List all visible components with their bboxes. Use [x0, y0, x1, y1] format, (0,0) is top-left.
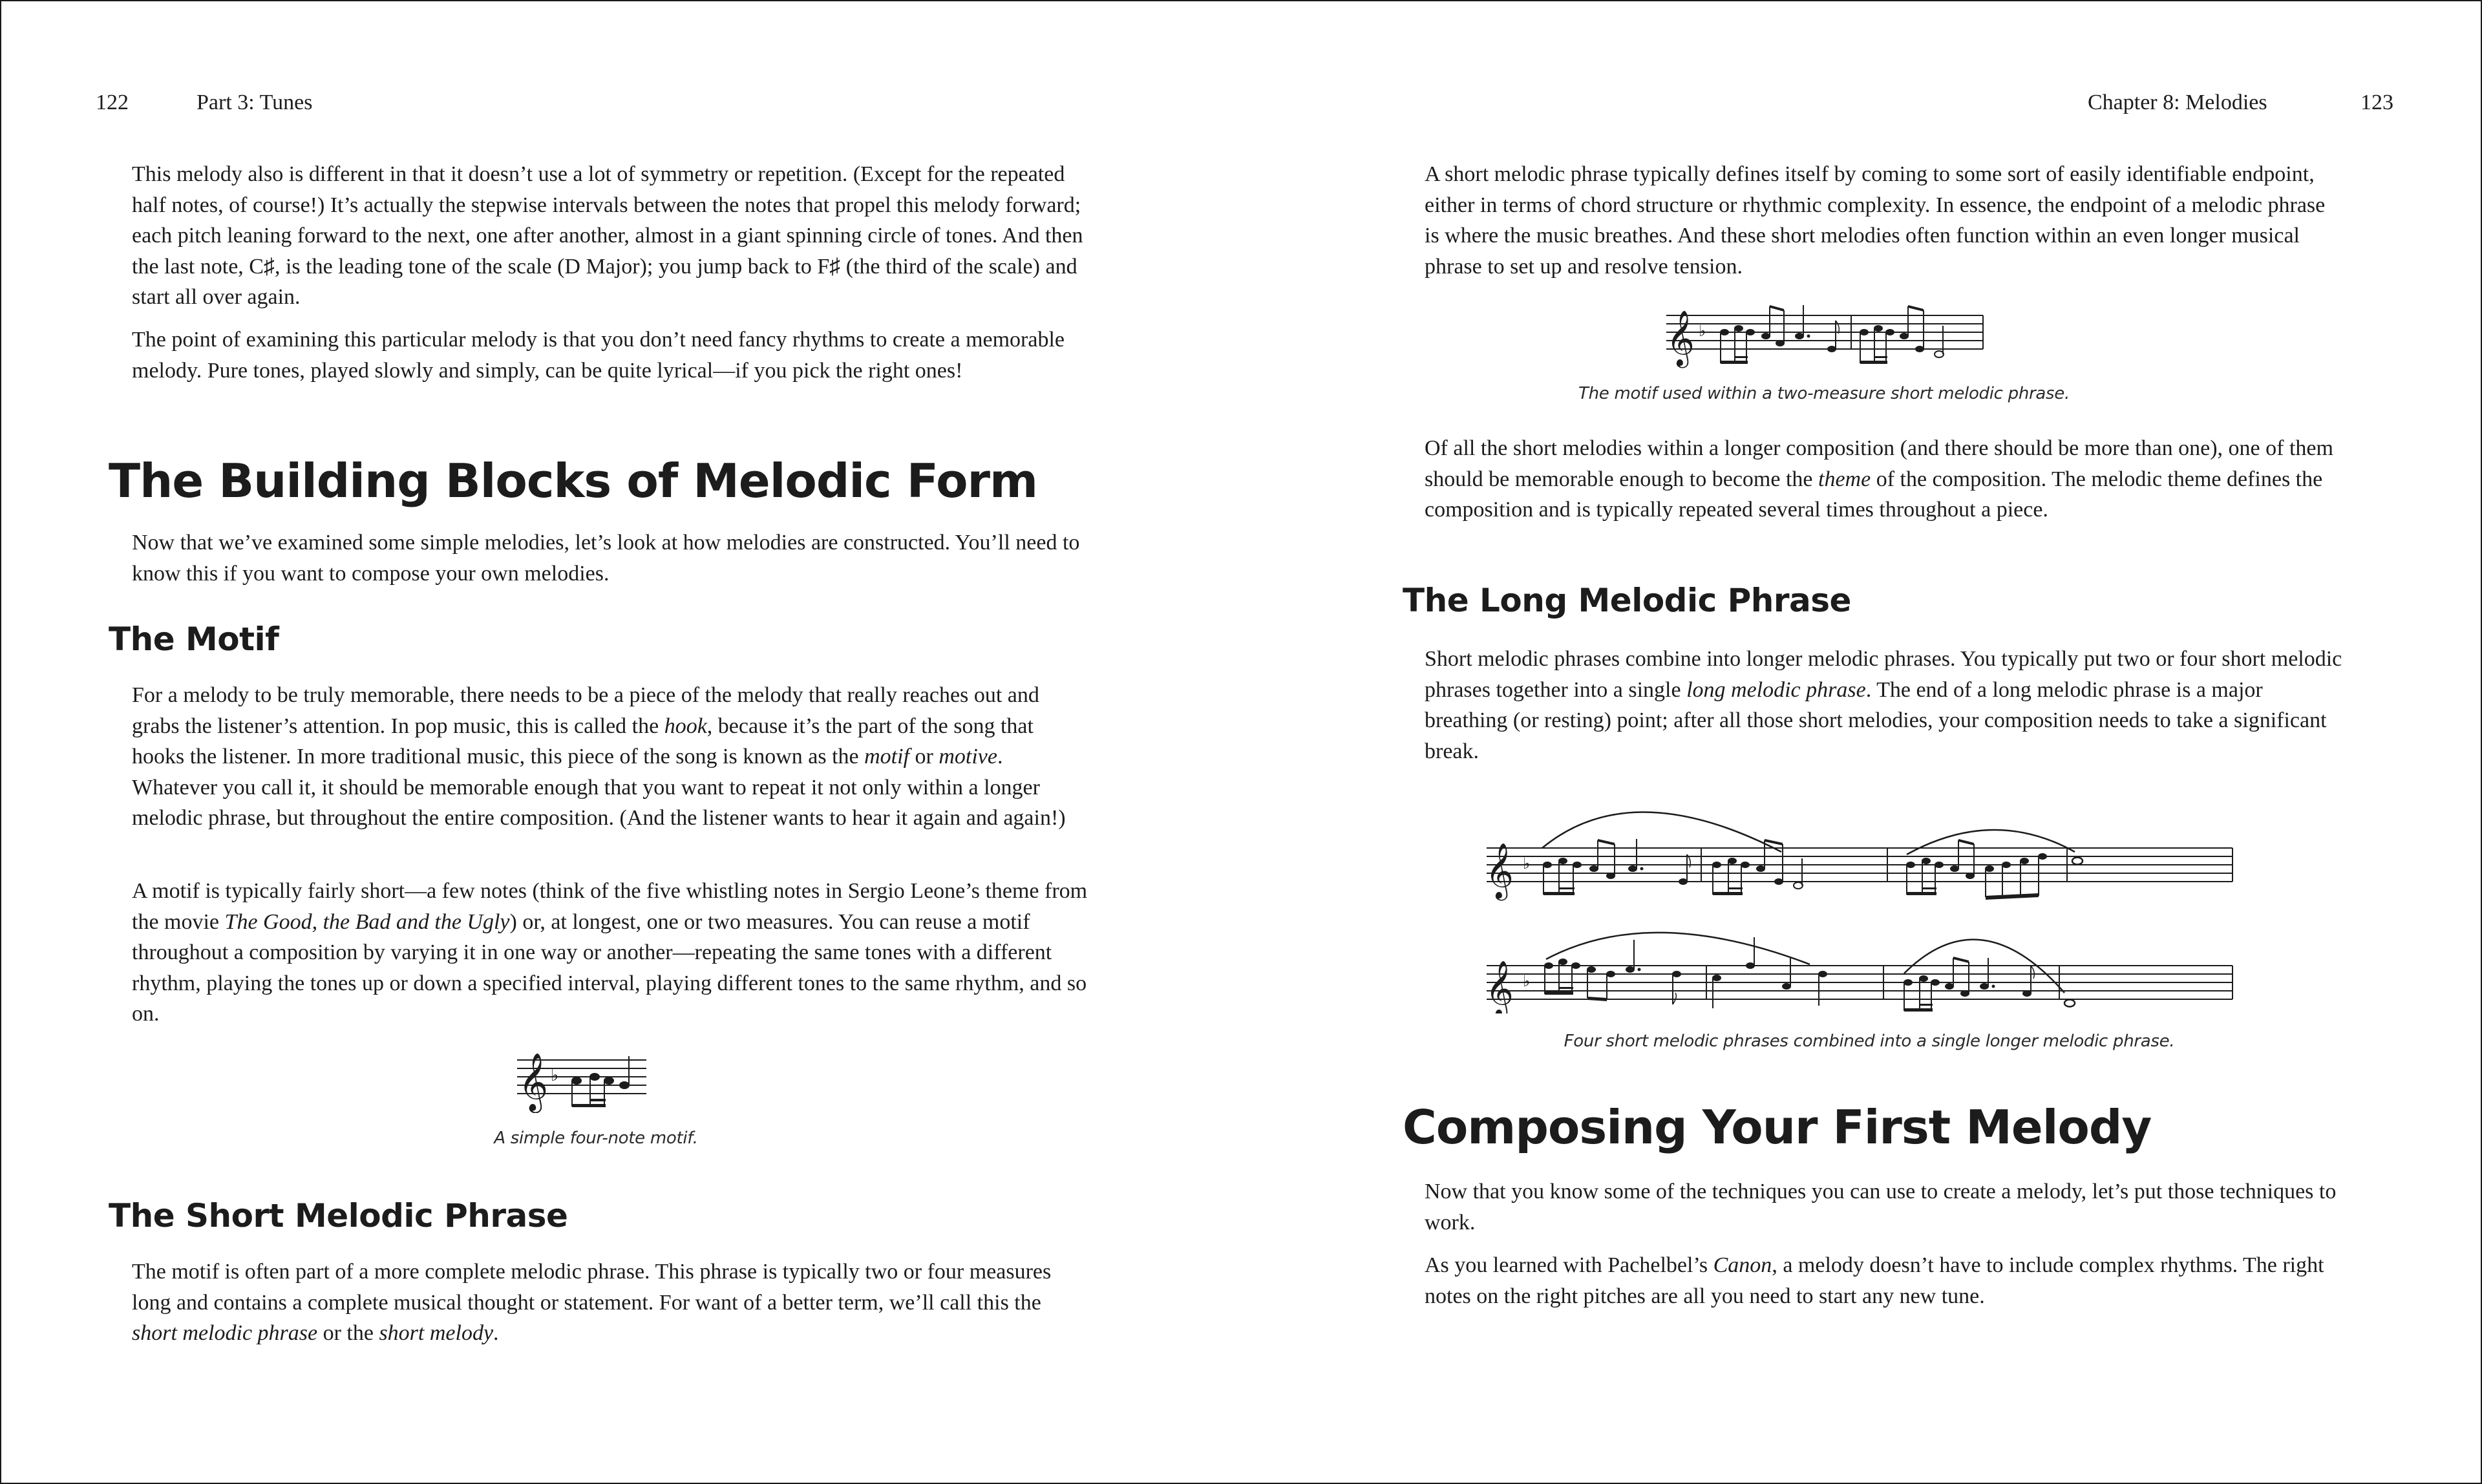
music-figure-short-phrase	[1662, 297, 1986, 368]
paragraph: A motif is typically fairly short—a few notes (think of the five whistling notes in Sergio Leone’s theme from the movie The Good, the Bad and the Ugly) or, at longest, one or two measures. You can reuse a motif throughout a composition by varying it in one way or another—repeating the same tones with a different rhythm, playing the tones up or down a specified interval, playing different tones to the same rhythm, and so on.	[132, 879, 1088, 1026]
figure-caption: A simple four-note motif.	[494, 1129, 698, 1148]
flat-icon: ♭	[1523, 854, 1531, 873]
paragraph: Now that you know some of the techniques you can use to create a melody, let’s put those techniques to work.	[1425, 1180, 2337, 1235]
paragraph: This melody also is different in that it doesn’t use a lot of symmetry or repetition. (Except for the repeated half notes, of course!) It’s actually the stepwise intervals between the notes that propel this melody forward; each pitch leaning forward to the next, one after another, almost in a giant spinning circle of tones. And then the last note, C♯, is the leading tone of the scale (D Major); you jump back to F♯ (the third of the scale) and start all over again.	[132, 162, 1083, 309]
running-head-part: Part 3: Tunes	[196, 90, 313, 114]
paragraph: A short melodic phrase typically defines itself by coming to some sort of easily identifiable endpoint, either in terms of chord structure or rhythmic complexity. In essence, the endpoint of a melodic phrase is where the music breathes. And these short melodies often function within an even longer musical phrase to set up and resolve tension.	[1425, 162, 2326, 279]
paragraph: Short melodic phrases combine into longer melodic phrases. You typically put two or four short melodic phrases together into a single long melodic phrase. The end of a long melodic phrase is a major breathing (or resting) point; after all those short melodies, your composition needs to take a significant break.	[1425, 647, 2342, 763]
section-heading: Composing Your First Melody	[1403, 1100, 2152, 1154]
staff-notation	[1662, 297, 1986, 368]
treble-clef-icon: 𝄞	[518, 1053, 549, 1111]
left-page	[1, 1, 1242, 1483]
figure-caption: Four short melodic phrases combined into a single longer melodic phrase.	[1564, 1032, 2175, 1051]
running-head-chapter: Chapter 8: Melodies	[2088, 90, 2267, 114]
paragraph: The point of examining this particular melody is that you don’t need fancy rhythms to create a memorable melody. Pure tones, played slowly and simply, can be quite lyrical—if you pick the right ones!	[132, 328, 1065, 383]
section-heading: The Building Blocks of Melodic Form	[109, 454, 1038, 508]
right-page	[1242, 1, 2482, 1483]
flat-icon: ♭	[551, 1066, 559, 1085]
treble-clef-icon: 𝄞	[1485, 960, 1514, 1013]
paragraph: As you learned with Pachelbel’s Canon, a melody doesn’t have to include complex rhythms. The right notes on the right pitches are all you need to start any new tune.	[1425, 1253, 2324, 1308]
paragraph: For a melody to be truly memorable, there needs to be a piece of the melody that really reaches out and grabs the listener’s attention. In pop music, this is called the hook, because it’s the part of the song that hooks the listener. In more traditional music, this piece of the song is known as the motif or motive. Whatever you call it, it should be memorable enough that you want to repeat it not only within a longer melodic phrase, but throughout the entire composition. (And the listener wants to hear it again and again!)	[132, 683, 1066, 830]
music-figure-long-phrase	[1483, 800, 2245, 1013]
paragraph: The motif is often part of a more complete melodic phrase. This phrase is typically two or four measures long and contains a complete musical thought or statement. For want of a better term, we’ll call this the short melodic phrase or the short melody.	[132, 1260, 1052, 1345]
subsection-heading: The Long Melodic Phrase	[1403, 582, 1851, 619]
subsection-heading: The Motif	[109, 620, 279, 658]
flat-icon: ♭	[1699, 322, 1706, 340]
paragraph: Now that we’ve examined some simple melodies, let’s look at how melodies are constructed. You’ll need to know this if you want to compose your own melodies.	[132, 531, 1080, 586]
page-number: 123	[2360, 90, 2393, 114]
staff-notation	[512, 1042, 661, 1113]
treble-clef-icon: 𝄞	[1666, 310, 1695, 366]
music-figure-motif	[512, 1042, 661, 1113]
page-number: 122	[96, 90, 129, 114]
subsection-heading: The Short Melodic Phrase	[109, 1197, 568, 1235]
staff-notation	[1483, 800, 2245, 1013]
paragraph: Of all the short melodies within a longer composition (and there should be more than one), one of them should be memorable enough to become the theme of the composition. The melodic theme defines the composition and is typically repeated several times throughout a piece.	[1425, 436, 2333, 522]
flat-icon: ♭	[1523, 972, 1531, 990]
treble-clef-icon: 𝄞	[1485, 843, 1514, 898]
figure-caption: The motif used within a two-measure short melodic phrase.	[1578, 384, 2070, 403]
